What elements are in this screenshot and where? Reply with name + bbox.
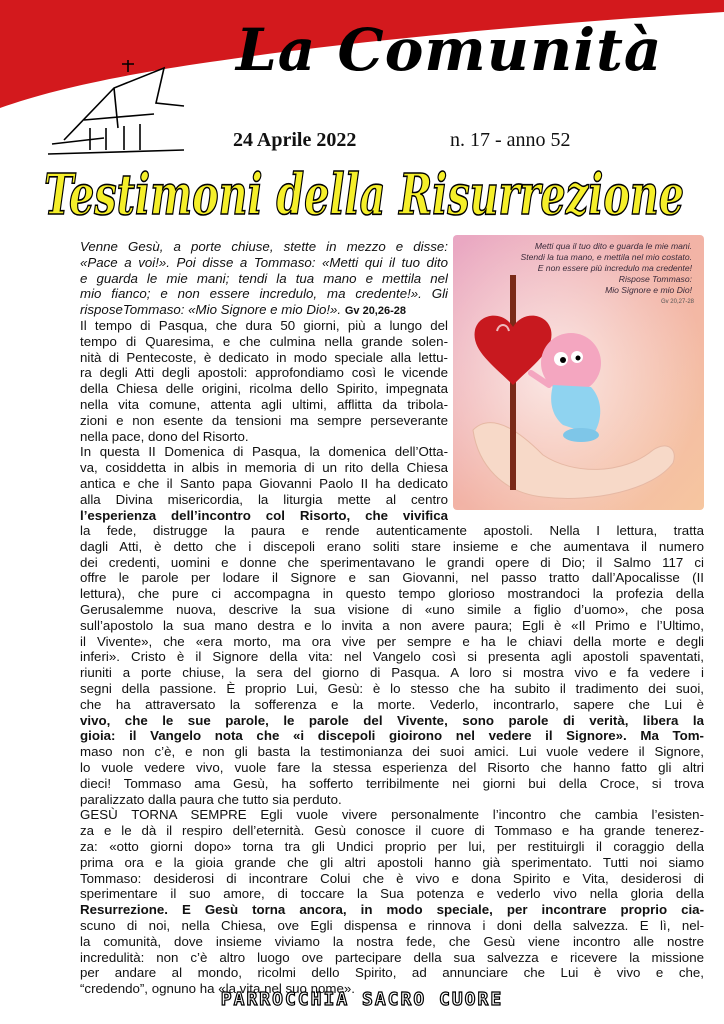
- text-line: [80, 302, 448, 318]
- text-line: maso non c’è, e non gli basta la testimonianza dei suoi amici. Lui vuole vedere il Signore,: [80, 744, 704, 760]
- text-line: incredulità: non c’è altro luogo ove partecipare della sua salvezza e ricevere la missione: [80, 949, 704, 965]
- masthead-title: La Comunità: [236, 16, 663, 84]
- text-line: vivo, che le sue parole, le parole del Vivente, sono parole di verità, libera la: [80, 712, 704, 728]
- caption-line: Mio Signore e mio Dio!: [605, 285, 692, 295]
- headline: [36, 150, 692, 236]
- issue-number: n. 17 - anno 52: [450, 129, 571, 151]
- text-line: Venne Gesù, a porte chiuse, stette in mezzo e disse:: [80, 239, 448, 254]
- text-line: dieci! Tommaso ama Gesù, ha sofferto terribilmente nei giorni bui della Croce, si trova: [80, 775, 704, 791]
- text-line: va, cosiddetta in albis in memoria di un rito della Chiesa: [80, 460, 448, 476]
- text-line: ra degli Atti degli apostoli: approfondiamo così le vicende: [80, 365, 448, 381]
- issue-date: 24 Aprile 2022: [233, 129, 357, 151]
- caption-line: Rispose Tommaso:: [618, 274, 692, 284]
- text-line: alla Divina misericordia, la liturgia mette al centro: [80, 491, 448, 507]
- text-line: il Vivente», che «era morto, ma ora vive per sempre e ha le chiavi della morte e degli: [80, 633, 704, 649]
- headline-text: Testimoni della Risurrezione: [44, 162, 684, 228]
- text-line: che ha attraversato la sofferenza e la morte. Vederlo, incontrarlo, sapere che Lui è: [80, 696, 704, 712]
- text-line: za: «otto giorni dopo» torna tra gli Undici proprio per lui, per restituirgli il coraggio della: [80, 838, 704, 854]
- text-line: GESÙ TORNA SEMPRE Egli vuole vivere personalmente l’incontro che cambia l’esisten-: [80, 807, 704, 823]
- text-line: gioia: il Vangelo nota che «i discepoli gioirono nel vedere il Signore». Ma Tom-: [80, 728, 704, 744]
- text-line: zioni e non esente da tensioni ma sempre perseverante: [80, 412, 448, 428]
- caption-line: Metti qua il tuo dito e guarda le mie mani.: [534, 241, 692, 251]
- text-line: segni della passione. È proprio Lui, Gesù: è lo stesso che ha subito il tradimento dei suoi,: [80, 680, 704, 696]
- text-line: In questa II Domenica di Pasqua, la domenica dell’Otta-: [80, 444, 448, 460]
- text-line: Gerusalemme nuova, descrive la sua visione di «uno simile a figlio d’uomo», che posa: [80, 601, 704, 617]
- text-line: riuniti a porte chiuse, la sera del giorno di Pasqua. A loro si mostra vivo e fa vedere i: [80, 665, 704, 681]
- text-line: za e le dà il respiro dell’eternità. Gesù conosce il cuore di Tommaso e ha grande tenerez-: [80, 823, 704, 839]
- article-intro-column: [80, 239, 448, 523]
- text-line: lettura), che pure ci accompagna in questo tempo glorioso mostrandoci la profezia della: [80, 586, 704, 602]
- text-line: offre le parole per lodare il Signore e san Giovanni, nel passo tratto dall’Apocalisse (II: [80, 570, 704, 586]
- text-line: dagli Atti, è detto che i discepoli erano soliti stare insieme e che aumentava il numero: [80, 538, 704, 554]
- text-line: lo vuole vedere vivo, vuole fare la stessa esperienza del Risorto che hanno fatto gli altri: [80, 759, 704, 775]
- text-line: inferi». Cristo è il Signore della vita: nel Vangelo così si presenta agli apostoli spaventati,: [80, 649, 704, 665]
- text-line: Resurrezione. E Gesù torna ancora, in modo speciale, per incontrare proprio cia-: [80, 902, 704, 918]
- text-line: paralizzato dalla paura che tutto sia perduto.: [80, 791, 342, 807]
- illustration: [453, 235, 704, 510]
- text-line: nità di Pentecoste, è dedicato in modo speciale alla lettu-: [80, 349, 448, 365]
- church-logo-icon: [44, 58, 194, 158]
- caption-line: Stendi la tua mano, e mettila nel mio costato.: [520, 252, 692, 262]
- gospel-reference: Gv 20,26-28: [344, 305, 406, 318]
- text-line: sull’apostolo la sua mano destra e lo invita a non avere paura; Egli è «Il Primo e l’Ultimo,: [80, 617, 704, 633]
- text-line: antica e che il Santo papa Giovanni Paolo II ha dedicato: [80, 475, 448, 491]
- text-line: prima ora e la gioia grande che gli altri apostoli hanno già sperimentato. Tutti noi siamo: [80, 854, 704, 870]
- text-line: per andare al mondo, ricolmi dello Spirito, ad annunciare che Lui è vivo e che,: [80, 965, 704, 981]
- text-line: della Chiesa delle origini, ricolma dello Spirito, impegnata: [80, 381, 448, 397]
- text-line: “credendo”, ognuno ha «la vita nel suo nome».: [80, 981, 355, 997]
- text-line: l’esperienza dell’incontro col Risorto, che vivifica: [80, 507, 448, 523]
- text-line: tempo di Quaresima, e che culmina nella grande solen-: [80, 333, 448, 349]
- text-line: dei credenti, uomini e donne che sperimentavano le grandi opere di Dio; il Salmo 117 ci: [80, 554, 704, 570]
- text-line: mio fianco; e non essere incredulo, ma credente!». Gli: [80, 286, 448, 302]
- footer-parish-name: PARROCCHIA SACRO CUORE: [220, 989, 504, 1010]
- text-line: la fede, distrugge la paura e rende autenticamente apostoli. Nella I lettura, tratta: [80, 523, 704, 538]
- text-line: la comunità, dove insieme viviamo la nostra fede, che Gesù viene incontro alle nostre: [80, 933, 704, 949]
- text-line: sperimentare il suo amore, di toccare la Sua potenza e vederlo vivo nella gloria della: [80, 886, 704, 902]
- text-line: nella vita comune, attenta agli ultimi, afflitta da tribola-: [80, 396, 448, 412]
- illustration-caption: [467, 241, 692, 296]
- text-line: e guarda le mie mani; tendi la tua mano e mettila nel: [80, 270, 448, 286]
- text-line: nella pace, dono del Risorto.: [80, 428, 249, 444]
- text-line: scuno di noi, nella Chiesa, ove Egli dispensa e rinnova i doni della salvezza. E lì, nel-: [80, 917, 704, 933]
- text-line: Il tempo di Pasqua, che dura 50 giorni, più a lungo del: [80, 317, 448, 333]
- article-body: [80, 523, 704, 997]
- caption-line: E non essere più incredulo ma credente!: [537, 263, 692, 273]
- text-line: Tommaso: desiderosi di incontrare Colui che è vivo e dona Spirito e Vita, desiderosi di: [80, 870, 704, 886]
- text-line: «Pace a voi!». Poi disse a Tommaso: «Metti qui il tuo dito: [80, 254, 448, 270]
- illustration-reference: Gv 20,27-28: [660, 299, 694, 305]
- gospel-quote-end: risposeTommaso: «Mio Signore e mio Dio!».: [80, 302, 342, 318]
